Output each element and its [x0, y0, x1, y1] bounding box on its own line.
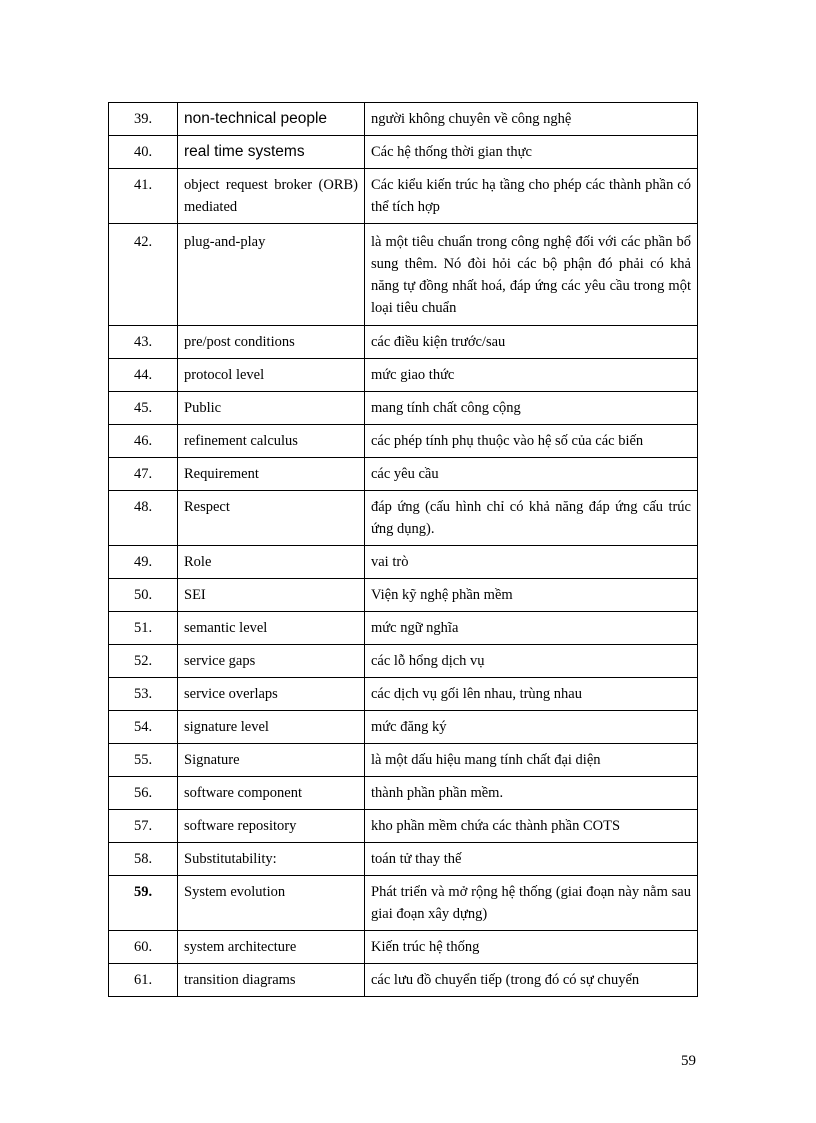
term: protocol level [178, 359, 365, 392]
table-row [109, 392, 698, 425]
row-number: 54. [109, 711, 178, 744]
meaning: Các kiểu kiến trúc hạ tầng cho phép các thành phần có thể tích hợp [365, 169, 698, 224]
row-number: 48. [109, 491, 178, 546]
row-number: 41. [109, 169, 178, 224]
term: object request broker (ORB) mediated [178, 169, 365, 224]
meaning: các phép tính phụ thuộc vào hệ số của các biến [365, 425, 698, 458]
term: Signature [178, 744, 365, 777]
table-row [109, 136, 698, 169]
meaning: toán tử thay thế [365, 843, 698, 876]
table-row [109, 964, 698, 997]
table-row [109, 103, 698, 136]
term: Respect [178, 491, 365, 546]
row-number: 43. [109, 326, 178, 359]
meaning: Phát triển và mở rộng hệ thống (giai đoạn này nằm sau giai đoạn xây dựng) [365, 876, 698, 931]
meaning: các dịch vụ gối lên nhau, trùng nhau [365, 678, 698, 711]
table-row [109, 579, 698, 612]
meaning: các lưu đồ chuyển tiếp (trong đó có sự chuyển [365, 964, 698, 997]
table-row [109, 359, 698, 392]
meaning: Các hệ thống thời gian thực [365, 136, 698, 169]
term: service gaps [178, 645, 365, 678]
row-number: 59. [109, 876, 178, 931]
row-number: 53. [109, 678, 178, 711]
table-row [109, 326, 698, 359]
row-number: 55. [109, 744, 178, 777]
table-row [109, 810, 698, 843]
meaning: mức đăng ký [365, 711, 698, 744]
meaning: mức giao thức [365, 359, 698, 392]
row-number: 51. [109, 612, 178, 645]
row-number: 49. [109, 546, 178, 579]
table-row [109, 931, 698, 964]
meaning: mang tính chất công cộng [365, 392, 698, 425]
table-row [109, 491, 698, 546]
term: Substitutability: [178, 843, 365, 876]
table-row [109, 169, 698, 224]
table-row [109, 546, 698, 579]
row-number: 57. [109, 810, 178, 843]
term: refinement calculus [178, 425, 365, 458]
meaning: mức ngữ nghĩa [365, 612, 698, 645]
term: Public [178, 392, 365, 425]
meaning: là một tiêu chuẩn trong công nghệ đối với các phần bổ sung thêm. Nó đòi hỏi các bộ phận đó phải có khả năng tự đồng nhất hoá, đáp ứng các yêu cầu trong một loại tiêu chuẩn [365, 224, 698, 326]
row-number: 60. [109, 931, 178, 964]
term: SEI [178, 579, 365, 612]
meaning: Kiến trúc hệ thống [365, 931, 698, 964]
meaning: đáp ứng (cấu hình chỉ có khả năng đáp ứng cấu trúc ứng dụng). [365, 491, 698, 546]
term: software repository [178, 810, 365, 843]
table-row [109, 678, 698, 711]
row-number: 50. [109, 579, 178, 612]
page-number: 59 [681, 1053, 696, 1069]
table-row [109, 425, 698, 458]
table-row [109, 843, 698, 876]
term: semantic level [178, 612, 365, 645]
term: signature level [178, 711, 365, 744]
table-row [109, 777, 698, 810]
term: System evolution [178, 876, 365, 931]
table-row [109, 458, 698, 491]
term: software component [178, 777, 365, 810]
row-number: 39. [109, 103, 178, 136]
row-number: 46. [109, 425, 178, 458]
meaning: thành phần phần mềm. [365, 777, 698, 810]
row-number: 47. [109, 458, 178, 491]
term: Role [178, 546, 365, 579]
table-row [109, 612, 698, 645]
term: system architecture [178, 931, 365, 964]
term: Requirement [178, 458, 365, 491]
meaning: vai trò [365, 546, 698, 579]
row-number: 45. [109, 392, 178, 425]
row-number: 58. [109, 843, 178, 876]
term: service overlaps [178, 678, 365, 711]
table-row [109, 224, 698, 326]
meaning: kho phần mềm chứa các thành phần COTS [365, 810, 698, 843]
meaning: các lỗ hổng dịch vụ [365, 645, 698, 678]
term: real time systems [178, 136, 365, 169]
term: non-technical people [178, 103, 365, 136]
meaning: là một dấu hiệu mang tính chất đại diện [365, 744, 698, 777]
term: pre/post conditions [178, 326, 365, 359]
meaning: các yêu cầu [365, 458, 698, 491]
meaning: các điều kiện trước/sau [365, 326, 698, 359]
table-row [109, 876, 698, 931]
table-row [109, 744, 698, 777]
row-number: 44. [109, 359, 178, 392]
row-number: 52. [109, 645, 178, 678]
term: plug-and-play [178, 224, 365, 326]
table-row [109, 645, 698, 678]
row-number: 40. [109, 136, 178, 169]
table-row [109, 711, 698, 744]
row-number: 42. [109, 224, 178, 326]
term: transition diagrams [178, 964, 365, 997]
row-number: 61. [109, 964, 178, 997]
meaning: Viện kỹ nghệ phần mềm [365, 579, 698, 612]
glossary-table [108, 102, 698, 997]
meaning: người không chuyên về công nghệ [365, 103, 698, 136]
row-number: 56. [109, 777, 178, 810]
